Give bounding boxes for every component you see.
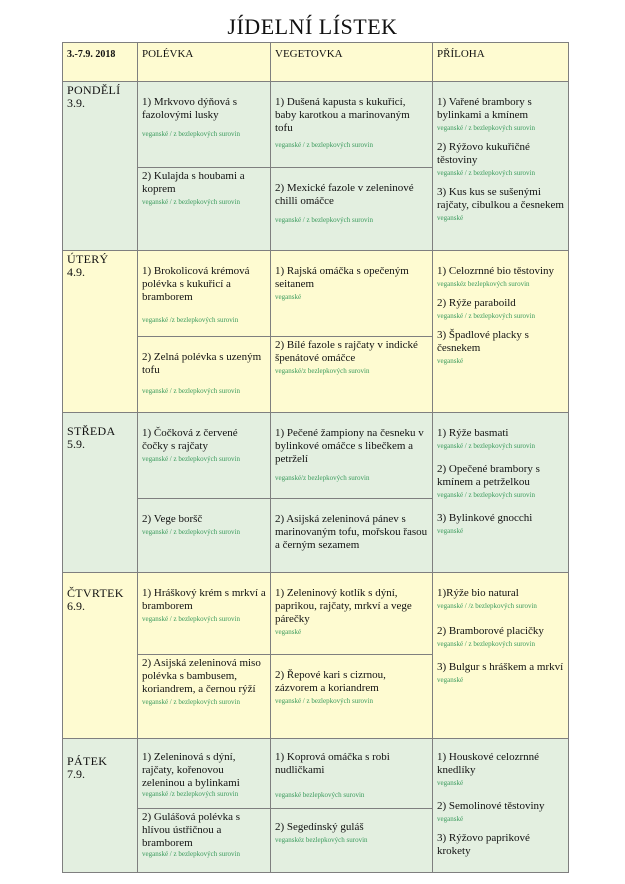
day-cell <box>63 413 138 573</box>
header-side: PŘÍLOHA <box>433 43 569 82</box>
soup-cell <box>138 168 271 251</box>
dish-text: 1) Houskové celozrnné knedlíky <box>437 751 540 776</box>
dish-note: veganské / z bezlepkových surovin <box>437 640 535 648</box>
dish-text: 1) Dušená kapusta s kukuřicí, baby karotkou a marinovaným tofu <box>275 96 410 134</box>
dish-text: 1) Pečené žampiony na česneku v bylinkové omáčce s libečkem a petrželí <box>275 427 424 465</box>
day-date: 5.9. <box>67 437 85 451</box>
soup-cell <box>138 655 271 739</box>
dish-note: veganskéz bezlepkových surovin <box>275 836 368 844</box>
header-soup: POLÉVKA <box>138 43 271 82</box>
dish-text: 1) Celozrnné bio těstoviny <box>437 265 555 277</box>
soup-cell <box>138 251 271 337</box>
side-item <box>437 297 564 321</box>
dish-text: 2) Semolinové těstoviny <box>437 800 545 812</box>
side-cell <box>433 82 569 251</box>
dish-note: veganské / z bezlepkových surovin <box>142 198 240 206</box>
dish-note: veganské <box>437 214 464 222</box>
side-item <box>437 141 564 178</box>
dish-note: veganské /z bezlepkových surovin <box>142 316 239 324</box>
dish-text: 2) Zelná polévka s uzeným tofu <box>142 351 262 376</box>
side-cell <box>433 251 569 413</box>
page-title: JÍDELNÍ LÍSTEK <box>227 14 398 39</box>
dish-text: 2) Gulášová polévka s hlívou ústřičnou a bramborem <box>142 811 241 849</box>
side-item <box>437 427 564 451</box>
dish-text: 1) Vařené brambory s bylinkami a kmínem <box>437 96 532 121</box>
dish-text: 3) Bylinkové gnocchi <box>437 512 533 524</box>
dish-text: 2) Segedínský guláš <box>275 821 364 833</box>
main-cell <box>271 655 433 739</box>
dish-text: 2) Vege boršč <box>142 513 203 525</box>
soup-cell <box>138 739 271 809</box>
dish-note: veganské <box>275 293 302 301</box>
day-cell <box>63 82 138 251</box>
dish-text: 3) Špadlové placky s česnekem <box>437 329 529 354</box>
dish-note: veganské / z bezlepkových surovin <box>275 697 373 705</box>
day-cell <box>63 739 138 873</box>
dish-note: veganské/z bezlepkových surovin <box>275 474 370 482</box>
dish-note: veganské <box>437 815 464 823</box>
day-cell <box>63 573 138 739</box>
dish-text: 1) Brokolicová krémová polévka s kukuřicí a bramborem <box>142 265 250 303</box>
header-date-range: 3.-7.9. 2018 <box>63 43 138 82</box>
day-date: 4.9. <box>67 265 85 279</box>
dish-note: veganské/z bezlepkových surovin <box>275 367 370 375</box>
main-cell <box>271 251 433 337</box>
main-cell <box>271 809 433 873</box>
dish-note: veganské <box>437 779 464 787</box>
day-date: 3.9. <box>67 96 85 110</box>
side-item <box>437 512 564 536</box>
dish-note: veganské <box>275 628 302 636</box>
dish-text: 1) Mrkvovo dýňová s fazolovými lusky <box>142 96 238 121</box>
header-vegetovka: VEGETOVKA <box>271 43 433 82</box>
dish-note: veganské <box>437 527 464 535</box>
dish-text: 2) Rýžovo kukuřičné těstoviny <box>437 141 530 166</box>
dish-note: veganské bezlepkových surovin <box>275 791 365 799</box>
dish-note: veganské / z bezlepkových surovin <box>437 124 535 132</box>
dish-text: 2) Rýže paraboild <box>437 297 516 309</box>
main-cell <box>271 168 433 251</box>
day-name: STŘEDA <box>67 424 116 438</box>
dish-note: veganské / z bezlepkových surovin <box>142 455 240 463</box>
dish-note: veganské / z bezlepkových surovin <box>437 169 535 177</box>
soup-cell <box>138 337 271 413</box>
dish-note: veganské / z bezlepkových surovin <box>275 216 373 224</box>
side-cell <box>433 739 569 873</box>
side-cell <box>433 573 569 739</box>
dish-text: 3) Rýžovo paprikové krokety <box>437 832 530 857</box>
dish-text: 1) Rýže basmati <box>437 427 509 439</box>
header-row <box>63 43 569 82</box>
side-item <box>437 832 564 858</box>
main-cell <box>271 82 433 168</box>
dish-text: 1) Zeleninová s dýní, rajčaty, kořenovou zeleninou a bylinkami <box>142 751 240 789</box>
side-item <box>437 800 564 824</box>
dish-note: veganské / z bezlepkových surovin <box>275 141 373 149</box>
dish-text: 1) Čočková z červené čočky s rajčaty <box>142 427 238 452</box>
main-cell <box>271 337 433 413</box>
dish-text: 2) Asijská zeleninová miso polévka s bambusem, koriandrem, a černou rýží <box>142 657 261 695</box>
dish-note: veganské / z bezlepkových surovin <box>142 130 240 138</box>
dish-text: 2) Řepové kari s cizrnou, zázvorem a koriandrem <box>275 669 386 694</box>
day-row-thursday <box>63 573 569 655</box>
dish-note: veganské / z bezlepkových surovin <box>437 442 535 450</box>
dish-note: veganské / z bezlepkových surovin <box>142 698 240 706</box>
dish-text: 2) Bramborové placičky <box>437 625 544 637</box>
dish-text: 1) Rajská omáčka s opečeným seitanem <box>275 265 409 290</box>
main-cell <box>271 413 433 499</box>
side-cell <box>433 413 569 573</box>
dish-note: veganskéz bezlepkových surovin <box>437 280 530 288</box>
day-row-tuesday <box>63 251 569 337</box>
dish-note: veganské / z bezlepkových surovin <box>437 312 535 320</box>
dish-note: veganské / z bezlepkových surovin <box>142 528 240 536</box>
dish-text: 3) Bulgur s hráškem a mrkví <box>437 661 564 673</box>
dish-text: 1) Zeleninový kotlík s dýní, paprikou, rajčaty, mrkví a vege párečky <box>275 587 412 625</box>
dish-note: veganské / z bezlepkových surovin <box>142 615 240 623</box>
dish-note: veganské /z bezlepkových surovin <box>142 790 239 798</box>
side-item <box>437 329 564 366</box>
dish-note: veganské <box>437 676 464 684</box>
day-row-friday <box>63 739 569 809</box>
day-name: ÚTERÝ <box>67 252 109 266</box>
dish-text: 2) Mexické fazole v zeleninové chilli omáčce <box>275 182 414 207</box>
dish-note: veganské / z bezlepkových surovin <box>142 387 240 395</box>
soup-cell <box>138 499 271 573</box>
soup-cell <box>138 573 271 655</box>
dish-text: 2) Opečené brambory s kmínem a petrželkou <box>437 463 540 488</box>
day-date: 7.9. <box>67 767 85 781</box>
side-item <box>437 96 564 133</box>
side-item <box>437 265 564 289</box>
dish-note: veganské / z bezlepkových surovin <box>437 491 535 499</box>
dish-text: 2) Kulajda s houbami a koprem <box>142 170 245 195</box>
dish-text: 1)Rýže bio natural <box>437 587 519 599</box>
side-item <box>437 751 564 788</box>
day-row-monday <box>63 82 569 168</box>
main-cell <box>271 499 433 573</box>
day-name: PONDĚLÍ <box>67 83 121 97</box>
dish-text: 1) Koprová omáčka s robi nudličkami <box>275 751 390 776</box>
side-item <box>437 186 564 223</box>
soup-cell <box>138 809 271 873</box>
day-name: ČTVRTEK <box>67 586 124 600</box>
dish-note: veganské / z bezlepkových surovin <box>142 850 240 858</box>
soup-cell <box>138 413 271 499</box>
soup-cell <box>138 82 271 168</box>
side-item <box>437 463 564 500</box>
dish-text: 2) Bílé fazole s rajčaty v indické špenátové omáčce <box>275 339 418 364</box>
dish-text: 1) Hráškový krém s mrkví a bramborem <box>142 587 266 612</box>
day-name: PÁTEK <box>67 754 108 768</box>
day-cell <box>63 251 138 413</box>
dish-note: veganské / /z bezlepkových surovin <box>437 602 537 610</box>
side-item <box>437 625 564 649</box>
day-row-wednesday <box>63 413 569 499</box>
dish-note: veganské <box>437 357 464 365</box>
main-cell <box>271 739 433 809</box>
side-item <box>437 587 564 611</box>
dish-text: 3) Kus kus se sušenými rajčaty, cibulkou a česnekem <box>437 186 564 211</box>
side-item <box>437 661 564 685</box>
main-cell <box>271 573 433 655</box>
menu-table <box>62 42 569 873</box>
dish-text: 2) Asijská zeleninová pánev s marinovaným tofu, mořskou řasou a černým sezamem <box>275 513 428 551</box>
day-date: 6.9. <box>67 599 85 613</box>
